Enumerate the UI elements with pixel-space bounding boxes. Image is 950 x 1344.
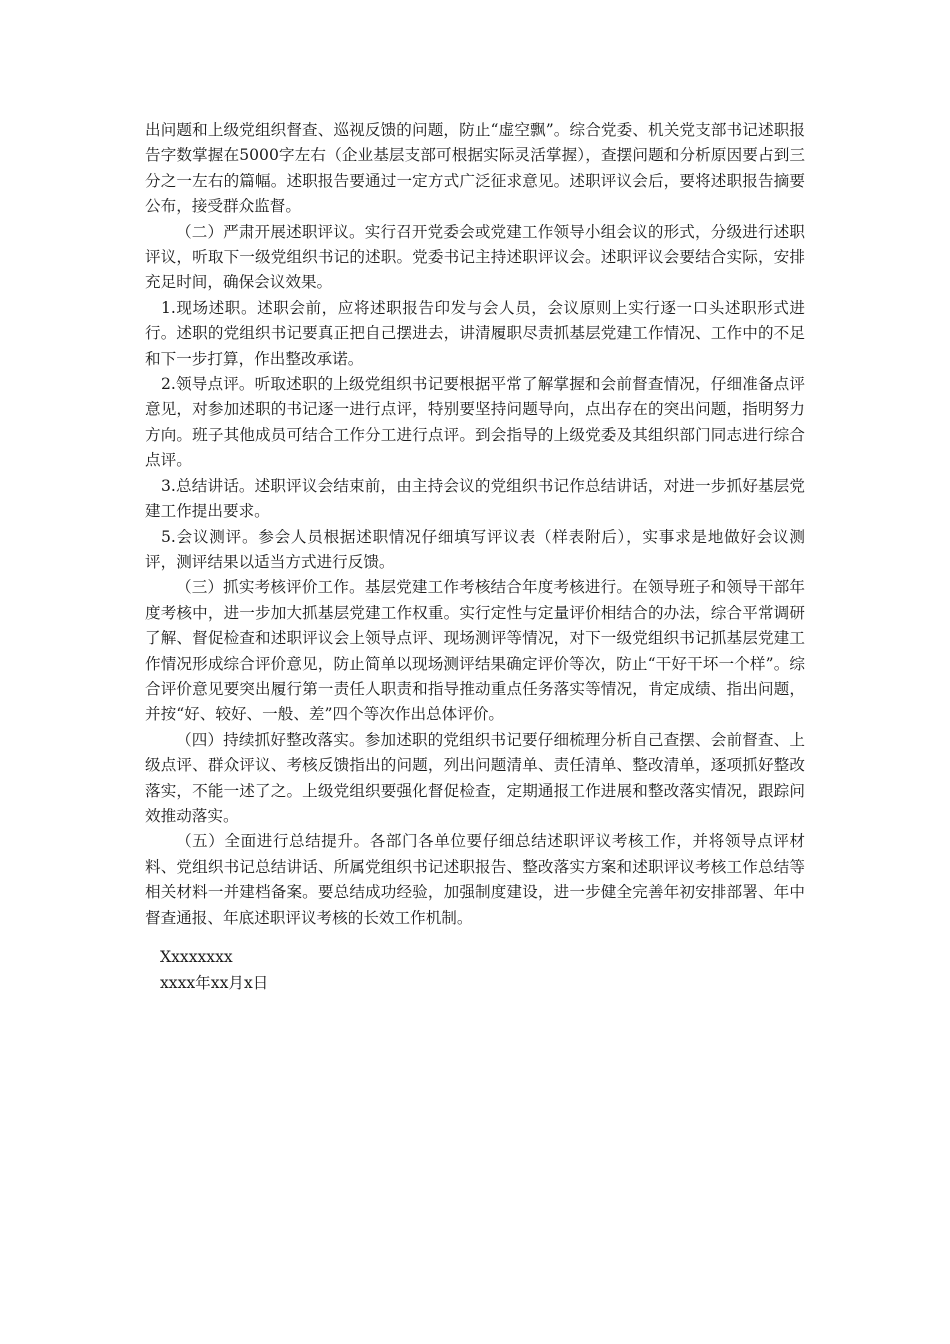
document-body: [145, 118, 805, 931]
signature-block: [160, 944, 268, 996]
paragraph-section-2: （二）严肃开展述职评议。实行召开党委会或党建工作领导小组会议的形式，分级进行述职评议，听取下一级党组织书记的述职。党委书记主持述职评议会。述职评议会要结合实际，安排充足时间，确保会议效果。: [145, 222, 805, 292]
paragraph-item-5: 5.会议测评。参会人员根据述职情况仔细填写评议表（样表附后），实事求是地做好会议测评，测评结果以适当方式进行反馈。: [145, 527, 805, 571]
signature-date: xxxx年xx月x日: [160, 974, 269, 992]
signature-org: Xxxxxxxx: [160, 948, 233, 966]
paragraph-section-4: （四）持续抓好整改落实。参加述职的党组织书记要仔细梳理分析自己查摆、会前督查、上级点评、群众评议、考核反馈指出的问题，列出问题清单、责任清单、整改清单，逐项抓好整改落实，不能一述了之。上级党组织要强化督促检查，定期通报工作进展和整改落实情况，跟踪问效推动落实。: [145, 730, 805, 825]
paragraph-item-1: 1.现场述职。述职会前，应将述职报告印发与会人员，会议原则上实行逐一口头述职形式进行。述职的党组织书记要真正把自己摆进去，讲清履职尽责抓基层党建工作情况、工作中的不足和下一步打算，作出整改承诺。: [145, 298, 805, 368]
paragraph-item-2: 2.领导点评。听取述职的上级党组织书记要根据平常了解掌握和会前督查情况，仔细准备点评意见，对参加述职的书记逐一进行点评，特别要坚持问题导向，点出存在的突出问题，指明努力方向。班子其他成员可结合工作分工进行点评。到会指导的上级党委及其组织部门同志进行综合点评。: [145, 375, 805, 470]
paragraph-item-3: 3.总结讲话。述职评议会结束前，由主持会议的党组织书记作总结讲话，对进一步抓好基层党建工作提出要求。: [145, 476, 805, 521]
paragraph-section-5: （五）全面进行总结提升。各部门各单位要仔细总结述职评议考核工作，并将领导点评材料、党组织书记总结讲话、所属党组织书记述职报告、整改落实方案和述职评议考核工作总结等相关材料一并建档备案。要总结成功经验，加强制度建设，进一步健全完善年初安排部署、年中督查通报、年底述职评议考核的长效工作机制。: [145, 832, 805, 927]
paragraph-section-3: （三）抓实考核评价工作。基层党建工作考核结合年度考核进行。在领导班子和领导干部年度考核中，进一步加大抓基层党建工作权重。实行定性与定量评价相结合的办法，综合平常调研了解、督促检查和述职评议会上领导点评、现场测评等情况，对下一级党组织书记抓基层党建工作情况形成综合评价意见，防止简单以现场测评结果确定评价等次，防止“干好干坏一个样”。综合评价意见要突出履行第一责任人职责和指导推动重点任务落实等情况，肯定成绩、指出问题，并按“好、较好、一般、差”四个等次作出总体评价。: [145, 578, 805, 724]
paragraph-continuation: 出问题和上级党组织督查、巡视反馈的问题，防止“虚空飘”。综合党委、机关党支部书记述职报告字数掌握在5000字左右（企业基层支部可根据实际灵活掌握），查摆问题和分析原因要占到三分之一左右的篇幅。述职报告要通过一定方式广泛征求意见。述职评议会后，要将述职报告摘要公布，接受群众监督。: [145, 121, 805, 216]
